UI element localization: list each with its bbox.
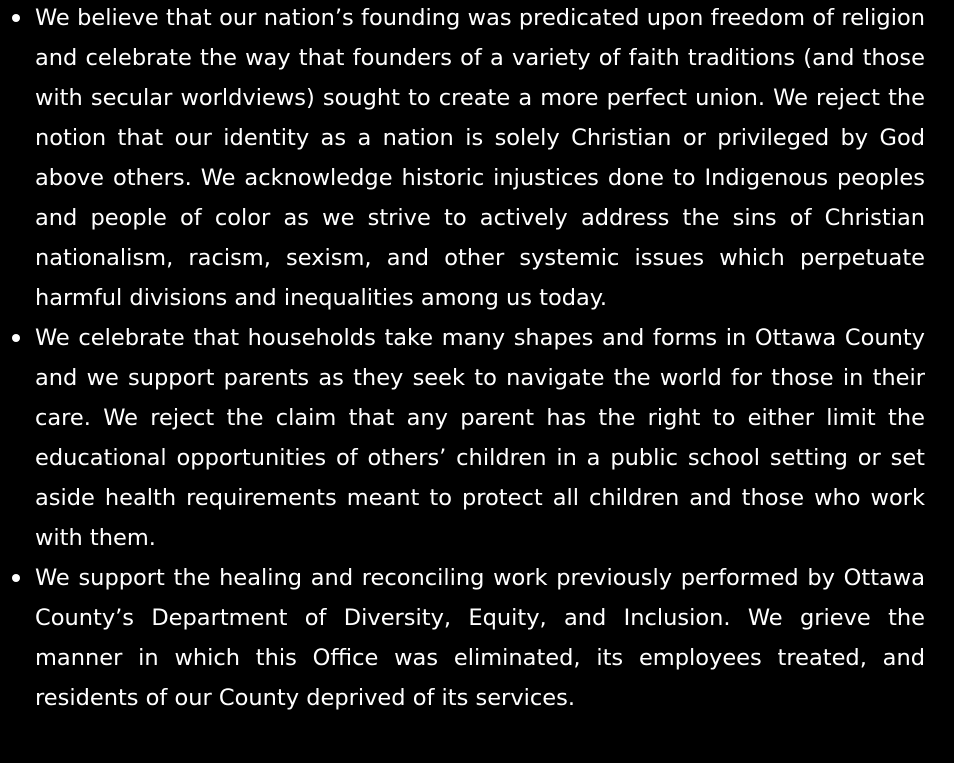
list-item-text: We support the healing and reconciling work previously performed by Ottawa County’s Department of Diversity, Equity, and Inclusion. We grieve the manner in which this Office was eliminated, its employees treated, and residents of our County deprived of its services. — [35, 565, 925, 711]
bullet-icon — [12, 14, 20, 22]
list-item-text: We celebrate that households take many shapes and forms in Ottawa County and we support parents as they seek to navigate the world for those in their care. We reject the claim that any parent has the right to either limit the educational opportunities of others’ children in a public school setting or set aside health requirements meant to protect all children and those who work with them. — [35, 325, 925, 551]
bullet-icon — [12, 334, 20, 342]
list-item — [0, 0, 954, 318]
list-item — [0, 318, 954, 558]
list-item — [0, 558, 954, 718]
list-item-text: We believe that our nation’s founding was predicated upon freedom of religion and celebrate the way that founders of a variety of faith traditions (and those with secular worldviews) sought to create a more perfect union. We reject the notion that our identity as a nation is solely Christian or privileged by God above others. We acknowledge historic injustices done to Indigenous peoples and people of color as we strive to actively address the sins of Christian nationalism, racism, sexism, and other systemic issues which perpetuate harmful divisions and inequalities among us today. — [35, 5, 925, 311]
bullet-icon — [12, 574, 20, 582]
